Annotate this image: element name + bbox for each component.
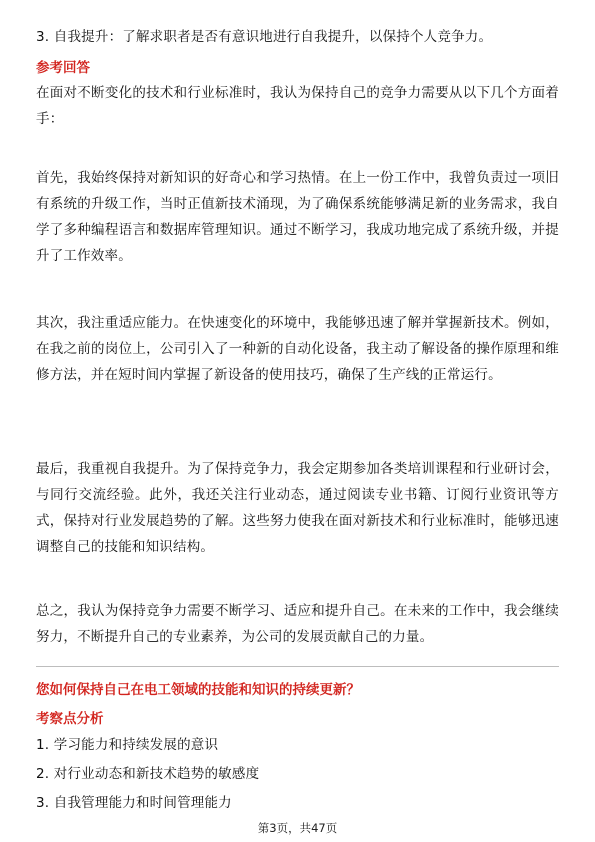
analysis-point: 1. 学习能力和持续发展的意识	[36, 737, 219, 753]
section-divider	[36, 666, 559, 667]
analysis-point: 3. 自我管理能力和时间管理能力	[36, 795, 232, 811]
point-3-text: 3. 自我提升：了解求职者是否有意识地进行自我提升，以保持个人竞争力。	[36, 29, 493, 45]
analysis-heading: 考察点分析	[36, 711, 104, 727]
question-heading: 您如何保持自己在电工领域的技能和知识的持续更新？	[36, 682, 360, 698]
answer-paragraph-conclusion: 总之，我认为保持竞争力需要不断学习、适应和提升自己。在未来的工作中，我会继续努力，不断提升自己的专业素养，为公司的发展贡献自己的力量。	[36, 603, 559, 645]
analysis-point: 2. 对行业动态和新技术趋势的敏感度	[36, 766, 260, 782]
answer-paragraph-intro: 在面对不断变化的技术和行业标准时，我认为保持自己的竞争力需要从以下几个方面着手：	[36, 85, 559, 127]
page-number: 第3页，共47页	[257, 821, 338, 835]
answer-heading: 参考回答	[36, 60, 90, 76]
answer-paragraph-second: 其次，我注重适应能力。在快速变化的环境中，我能够迅速了解并掌握新技术。例如，在我之前的岗位上，公司引入了一种新的自动化设备，我主动了解设备的操作原理和维修方法，并在短时间内掌握了新设备的使用技巧，确保了生产线的正常运行。	[36, 315, 559, 383]
answer-paragraph-third: 最后，我重视自我提升。为了保持竞争力，我会定期参加各类培训课程和行业研讨会，与同行交流经验。此外，我还关注行业动态，通过阅读专业书籍、订阅行业资讯等方式，保持对行业发展趋势的了解。这些努力使我在面对新技术和行业标准时，能够迅速调整自己的技能和知识结构。	[36, 461, 559, 555]
answer-paragraph-first: 首先，我始终保持对新知识的好奇心和学习热情。在上一份工作中，我曾负责过一项旧有系统的升级工作，当时正值新技术涌现，为了确保系统能够满足新的业务需求，我自学了多种编程语言和数据库管理知识。通过不断学习，我成功地完成了系统升级，并提升了工作效率。	[36, 170, 559, 264]
